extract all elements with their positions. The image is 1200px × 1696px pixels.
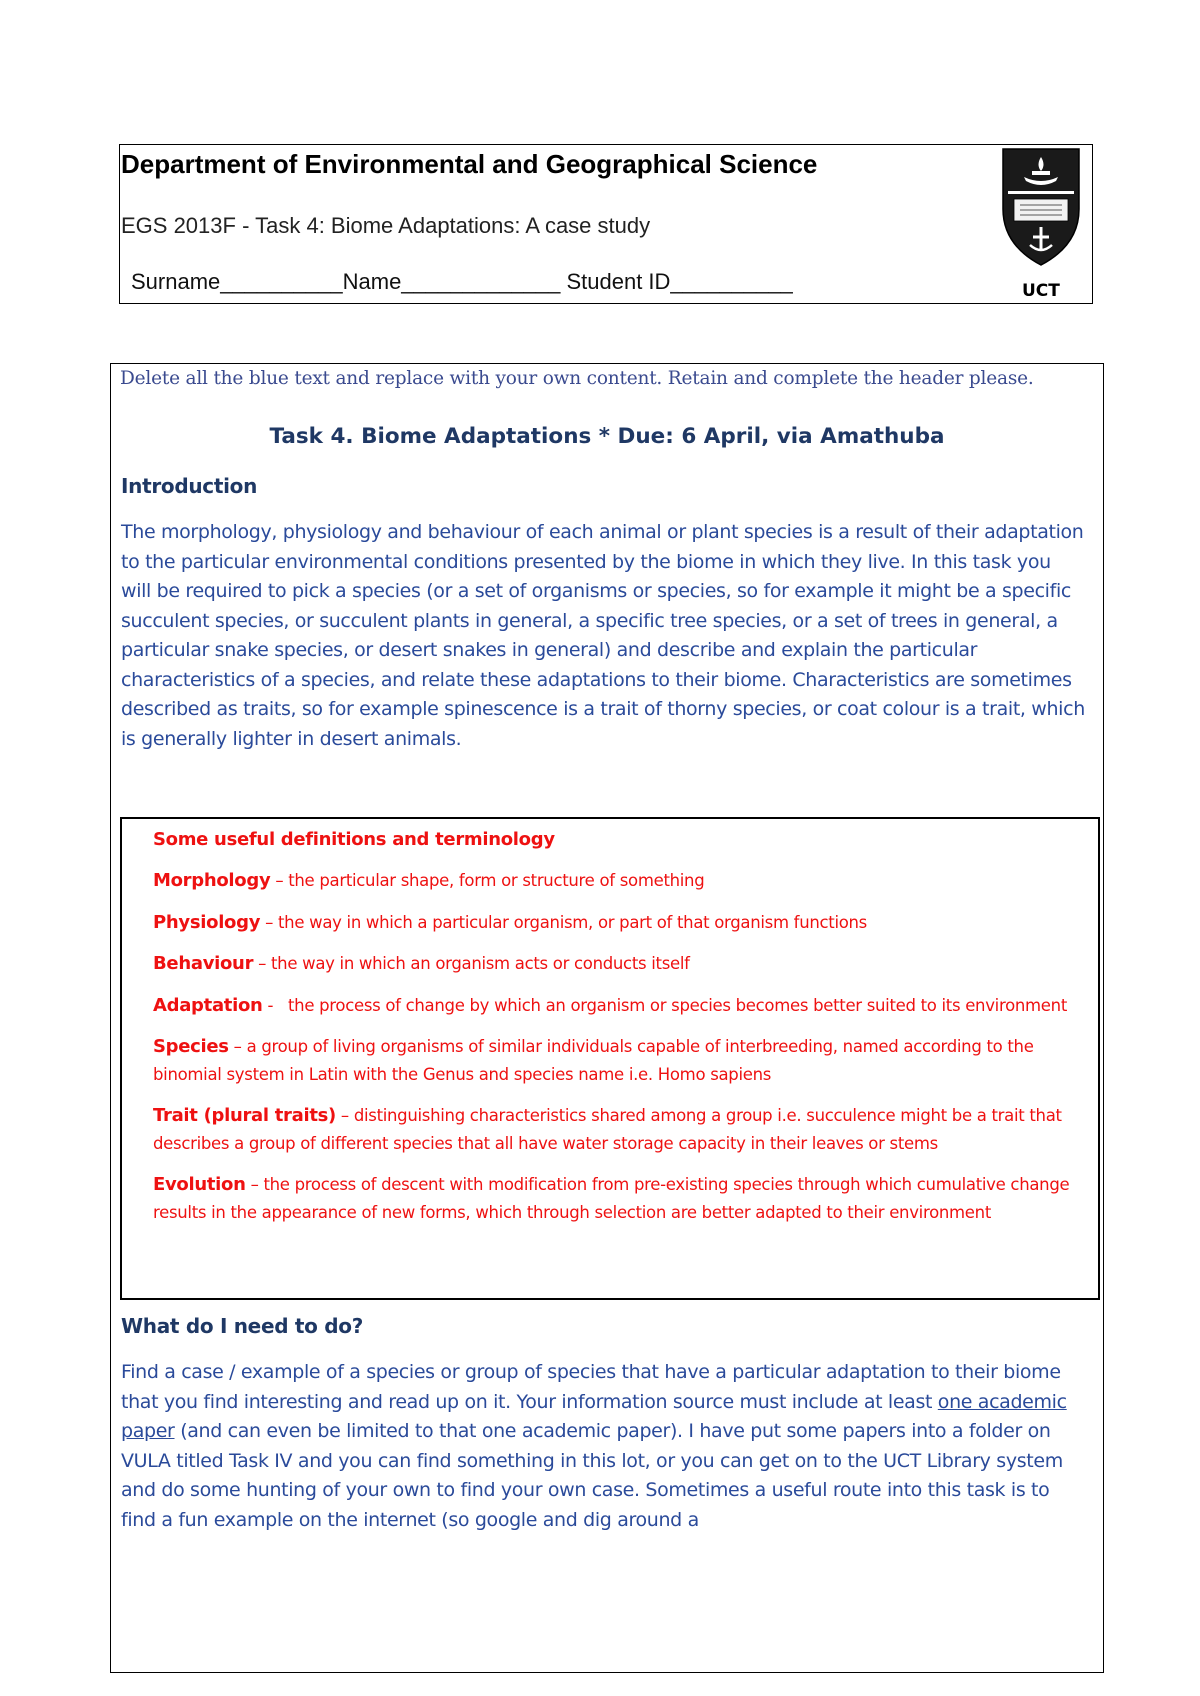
uct-logo-label: UCT [1022, 281, 1060, 301]
definition-item [153, 1033, 1098, 1088]
definition-term: Evolution [153, 1174, 246, 1195]
definitions-box [120, 817, 1100, 1300]
definition-item [153, 1171, 1098, 1226]
definition-separator: – [245, 1175, 264, 1194]
definition-text: the process of descent with modification from pre-existing species through which cumulative change results in the appearance of new forms, which through selection are better adapted to their environment [153, 1175, 1070, 1222]
department-title: Department of Environmental and Geographical Science [121, 149, 818, 179]
definitions-list [153, 867, 1098, 1226]
definition-separator: – [253, 954, 271, 973]
introduction-body: The morphology, physiology and behaviour of each animal or plant species is a result of their adaptation to the particular environmental conditions presented by the biome in which they live. In this task you will be required to pick a species (or a set of organisms or species, so for example it might be a specific succulent species, or succulent plants in general, a specific tree species, or a set of trees in general, a particular snake species, or desert snakes in general) and describe and explain the particular characteristics of a species, and relate these adaptations to their biome. Characteristics are sometimes described as traits, so for example spinescence is a trait of thorny species, or coat colour is a trait, which is generally lighter in desert animals. [121, 521, 1085, 750]
definition-item [153, 992, 1098, 1020]
what-to-do-body [121, 1358, 1086, 1535]
definition-item [153, 909, 1098, 937]
definitions-title: Some useful definitions and terminology [153, 829, 555, 850]
student-fields-line[interactable]: Surname__________Name_____________ Student ID__________ [131, 269, 793, 294]
definition-item [153, 867, 1098, 895]
definition-term: Trait (plural traits) [153, 1105, 336, 1126]
definition-term: Behaviour [153, 953, 254, 974]
definition-text: the way in which an organism acts or conducts itself [271, 954, 690, 973]
definition-text: distinguishing characteristics shared among a group i.e. succulence might be a trait that describes a group of different species that all have water storage capacity in their leaves or stems [153, 1106, 1062, 1153]
what-to-do-heading: What do I need to do? [121, 1314, 364, 1338]
definition-term: Adaptation [153, 994, 263, 1016]
what-to-do-text-1: Find a case / example of a species or group of species that have a particular adaptation to their biome that you find interesting and read up on it. Your information source must include at least [121, 1361, 1061, 1413]
definition-separator: – [228, 1037, 247, 1056]
what-to-do-text-2: (and can even be limited to that one academic paper). I have put some papers into a folder on VULA titled Task IV and you can find something in this lot, or you can get on to the UCT Library system and do some hunting of your own to find your own case. Sometimes a useful route into this task is to find a fun example on the internet (so google and dig around a [121, 1420, 1063, 1531]
task-title: Task 4. Biome Adaptations * Due: 6 April, via Amathuba [269, 424, 945, 449]
definition-separator: – [260, 912, 278, 932]
definition-text: the process of change by which an organism or species becomes better suited to its environment [288, 995, 1067, 1015]
instruction-text: Delete all the blue text and replace with your own content. Retain and complete the header please. [120, 368, 1034, 389]
definition-separator: – [335, 1106, 354, 1125]
definition-text: a group of living organisms of similar individuals capable of interbreeding, named according to the binomial system in Latin with the Genus and species name i.e. Homo sapiens [153, 1037, 1034, 1084]
definition-term: Physiology [153, 911, 261, 933]
academic-paper-link[interactable]: one academic paper [121, 1390, 1067, 1442]
course-task-title: EGS 2013F - Task 4: Biome Adaptations: A case study [121, 213, 651, 238]
introduction-heading: Introduction [121, 474, 258, 498]
document-header [119, 144, 1093, 304]
definition-text: the way in which a particular organism, or part of that organism functions [278, 912, 867, 932]
university-crest-icon [1000, 147, 1082, 269]
definition-term: Species [153, 1036, 229, 1057]
definition-item [153, 950, 1098, 978]
definition-separator: - [262, 995, 288, 1015]
definition-text: the particular shape, form or structure of something [288, 871, 705, 890]
task-content-box [110, 363, 1104, 1673]
definition-term: Morphology [153, 870, 271, 891]
definition-item [153, 1102, 1098, 1157]
definition-separator: – [270, 871, 289, 890]
